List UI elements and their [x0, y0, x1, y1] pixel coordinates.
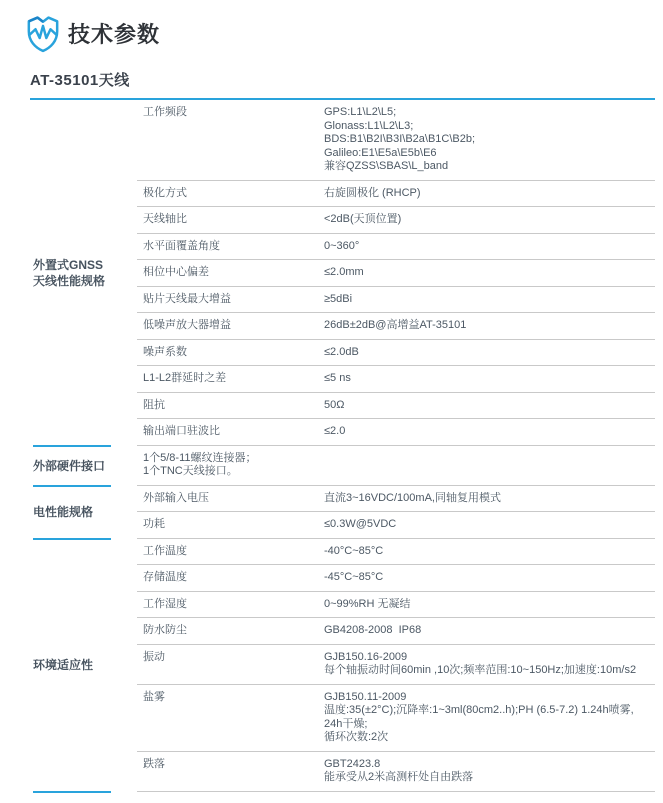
spec-row — [137, 287, 655, 314]
param-value: ≥5dBi — [324, 292, 353, 305]
param-value: GJB150.11-2009 温度:35(±2°C);沉降率:1~3ml(80cm2..h);PH (6.5-7.2) 1.24h喷雾, 24h干燥; 循环次数:2次 — [324, 690, 634, 743]
param-value: 右旋圆极化 (RHCP) — [324, 186, 421, 199]
param-name: 工作温度 — [143, 544, 187, 557]
category-cell — [30, 100, 137, 446]
spec-rows — [137, 486, 655, 539]
spec-row — [137, 100, 655, 181]
spec-row — [137, 645, 655, 685]
shield-pulse-icon — [23, 12, 63, 54]
param-name: 水平面覆盖角度 — [143, 239, 220, 252]
param-name: 噪声系数 — [143, 345, 187, 358]
param-name: 跌落 — [143, 757, 165, 770]
param-name: 贴片天线最大增益 — [143, 292, 231, 305]
param-name: 存储温度 — [143, 571, 187, 583]
spec-section — [30, 539, 655, 792]
param-value: ≤5 ns — [324, 372, 351, 384]
spec-row — [137, 539, 655, 566]
spec-row — [137, 618, 655, 645]
param-value: 0~99%RH 无凝结 — [324, 597, 411, 610]
category-cell — [30, 446, 137, 486]
param-name: 防水防尘 — [143, 624, 187, 636]
param-name: 盐雾 — [143, 690, 165, 703]
spec-row — [137, 486, 655, 513]
category-cell — [30, 539, 137, 792]
spec-row — [137, 752, 655, 792]
param-name: 相位中心偏差 — [143, 266, 209, 278]
param-value: GB4208-2008 IP68 — [324, 624, 422, 636]
param-value: ≤2.0mm — [324, 266, 364, 278]
param-name: 外部输入电压 — [143, 491, 209, 504]
param-value: GJB150.16-2009 每个轴振动时间60min ,10次;频率范围:10~150Hz;加速度:10m/s2 — [324, 650, 637, 676]
param-name: L1-L2群延时之差 — [143, 372, 227, 384]
param-name: 工作湿度 — [143, 597, 187, 610]
spec-rows — [137, 100, 655, 446]
spec-section — [30, 486, 655, 539]
spec-section — [30, 100, 655, 446]
param-value: 50Ω — [324, 398, 345, 411]
param-value: <2dB(天顶位置) — [324, 213, 402, 225]
param-name: 阻抗 — [143, 398, 165, 411]
spec-rows — [137, 539, 655, 792]
category-label: 外置式GNSS 天线性能规格 — [33, 257, 106, 288]
spec-row — [137, 340, 655, 367]
spec-row — [137, 592, 655, 619]
param-name: 极化方式 — [143, 186, 187, 199]
spec-row — [137, 512, 655, 539]
product-model-title: AT-35101天线 — [30, 72, 130, 89]
category-label: 环境适应性 — [33, 658, 94, 672]
spec-row — [137, 685, 655, 752]
spec-table — [30, 100, 655, 792]
param-value: ≤2.0 — [324, 425, 346, 437]
spec-rows — [137, 446, 655, 486]
spec-row — [137, 393, 655, 420]
spec-row — [137, 313, 655, 340]
spec-row — [137, 181, 655, 208]
spec-row — [137, 419, 655, 446]
param-name: 振动 — [143, 650, 165, 663]
spec-row — [137, 234, 655, 261]
spec-row — [137, 446, 655, 486]
param-name: 1个5/8-11螺纹连接器； 1个TNC天线接口。 — [143, 451, 257, 477]
param-value: 26dB±2dB@高增益AT-35101 — [324, 319, 467, 331]
spec-row — [137, 565, 655, 592]
spec-section — [30, 446, 655, 486]
param-value: GBT2423.8 能承受从2米高测杆处自由跌落 — [324, 757, 474, 783]
page-title: 技术参数 — [68, 21, 161, 47]
category-label: 电性能规格 — [33, 505, 94, 519]
section-accent-bar — [33, 791, 111, 793]
param-name: 低噪声放大器增益 — [143, 319, 231, 331]
category-label: 外部硬件接口 — [33, 458, 106, 473]
param-value: -45°C~85°C — [324, 571, 384, 583]
param-name: 功耗 — [143, 518, 165, 530]
param-value: GPS:L1\L2\L5; Glonass:L1\L2\L3; BDS:B1\B2I\B3I\B2a\B1C\B2b; Galileo:E1\E5a\E5b\E6 兼容QZSS\SBAS\L_band — [324, 106, 476, 172]
param-name: 输出端口驻波比 — [143, 425, 220, 437]
param-name: 天线轴比 — [143, 213, 187, 225]
spec-row — [137, 207, 655, 234]
param-value: 0~360° — [324, 239, 360, 252]
page-header — [30, 12, 655, 54]
spec-row — [137, 366, 655, 393]
param-value: 直流3~16VDC/100mA,同轴复用模式 — [324, 491, 501, 504]
spec-row — [137, 260, 655, 287]
param-name: 工作频段 — [143, 106, 187, 118]
param-value: ≤0.3W@5VDC — [324, 518, 397, 530]
param-value: ≤2.0dB — [324, 345, 359, 358]
category-cell — [30, 486, 137, 539]
param-value: -40°C~85°C — [324, 544, 384, 557]
